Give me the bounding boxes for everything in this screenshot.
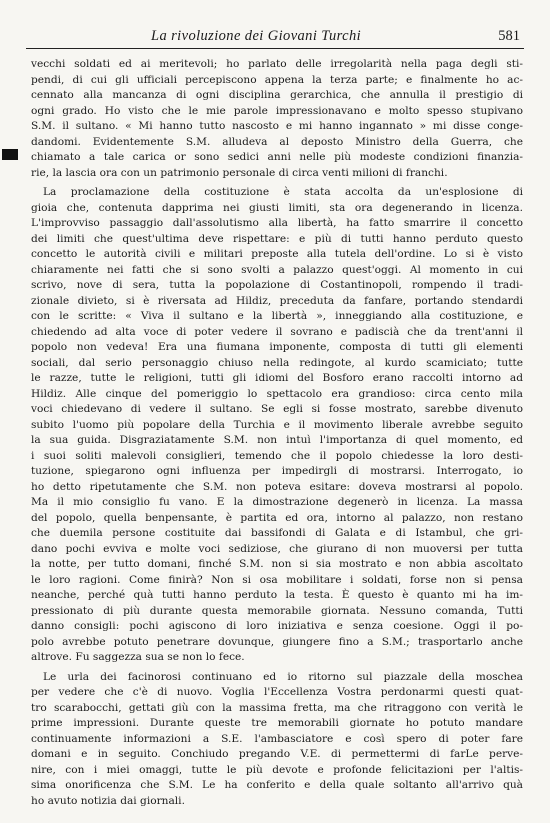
- text-line: chiedendo ad alta voce di poter vedere il sovrano e padiscià che da trent'anni il: [31, 325, 523, 338]
- text-line: danno consigli: pochi agiscono di loro iniziativa e senza coesione. Oggi il po-: [31, 620, 523, 632]
- text-line: del popolo, quella benpensante, è partita ed ora, intorno al palazzo, non restano: [31, 511, 523, 524]
- text-line: gioia che, contenuta dapprima nei giusti limiti, sta ora degenerando in licenza.: [31, 201, 523, 214]
- text-line: Hildiz. Alle cinque del pomeriggio lo spettacolo era grandioso: circa cento mila: [31, 387, 523, 400]
- text-line: che duemila persone costituite dai bassifondi di Galata e di Istambul, che gri-: [31, 527, 523, 539]
- text-line: domani e in seguito. Conchiudo pregando V.E. di permettermi di farLe perve-: [31, 748, 523, 760]
- paragraph: [31, 185, 523, 666]
- text-line: L'improvviso passaggio dall'assolutismo alla libertà, ha fatto smarrire il concetto: [31, 217, 523, 229]
- text-line: vecchi soldati ed ai meritevoli; ho parlato delle irregolarità nella paga degli sti-: [31, 58, 523, 70]
- text-line: sima onorificenza che S.M. Le ha conferito e della quale soltanto all'arrivo quà: [31, 779, 523, 791]
- text-line: Le urla dei facinorosi continuano ed io ritorno sul piazzale della moschea: [43, 670, 523, 683]
- text-line: la notte, per tutto domani, finché S.M. non si sia mostrato e non abbia ascoltato: [31, 558, 523, 570]
- text-line: Ma il mio consiglio fu vano. E la dimostrazione degenerò in licenza. La massa: [31, 496, 523, 508]
- text-line: subito l'uomo più popolare della Turchia e il movimento liberale avrebbe seguito: [31, 418, 523, 431]
- text-line: ho detto ripetutamente che S.M. non poteva esitare: doveva mostrarsi al popolo.: [31, 480, 523, 493]
- paragraph: [31, 57, 523, 181]
- text-line: pressionato di più durante questa memorabile giornata. Nessuno comanda, Tutti: [31, 604, 523, 617]
- text-line: chiaramente nei fatti che si sono svolti a palazzo quest'oggi. Al momento in cui: [31, 263, 523, 276]
- text-line: dei limiti che quest'ultima deve rispettare: e più di tutti hanno perduto questo: [31, 232, 523, 245]
- text-line: per vedere che c'è di nuovo. Voglia l'Eccellenza Vostra perdonarmi questi quat-: [31, 686, 523, 698]
- text-line: rie, la lascia ora con un patrimonio personale di circa venti milioni di franchi.: [31, 166, 448, 179]
- margin-mark: [2, 149, 18, 160]
- text-line: concetto le autorità civili e militari preposte alla tutela dell'ordine. Lo si è visto: [31, 248, 523, 260]
- text-line: altrove. Fu saggezza sua se non lo fece.: [31, 651, 245, 663]
- text-line: continuamente informazioni a S.E. l'ambasciatore e così spero di poter fare: [31, 732, 523, 745]
- page-number: 581: [498, 28, 520, 44]
- text-line: cennato alla mancanza di ogni disciplina gerarchica, che annulla il prestigio di: [31, 89, 523, 101]
- text-line: i suoi soliti malevoli consiglieri, temendo che il popolo chiedesse la loro desti-: [31, 449, 523, 462]
- text-line: le loro ragioni. Come finirà? Non si osa mobilitare i soldati, forse non si pensa: [31, 573, 523, 586]
- text-line: voci chiedevano di vedere il sultano. Se egli si fosse mostrato, sarebbe divenuto: [31, 403, 523, 415]
- text-line: chiamato a tale carica or sono sedici anni nelle più modeste condizioni finanzia-: [31, 151, 523, 163]
- text-line: popolo non vedeva! Era una fiumana imponente, composta di tutti gli elementi: [31, 341, 523, 353]
- text-line: ho avuto notizia dai giornali.: [31, 794, 185, 807]
- paragraph: [31, 670, 523, 810]
- text-line: neanche, perché quà tutti hanno perduto la testa. È questo è quanto mi ha im-: [31, 589, 523, 601]
- body-text: [31, 57, 523, 809]
- text-line: prime impressioni. Durante queste tre memorabili giornate ho potuto mandare: [31, 717, 523, 729]
- text-line: tuzione, spiegarono ogni influenza per impedirgli di mostrarsi. Interrogato, io: [31, 465, 523, 477]
- text-line: scrivo, nove di sera, tutta la popolazione di Costantinopoli, rompendo il tradi-: [31, 279, 523, 291]
- text-line: dano pochi evviva e molte voci sediziose, che giurano di non muoversi per tutta: [31, 542, 523, 555]
- text-line: S.M. il sultano. « Mi hanno tutto nascosto e mi hanno ingannato » mi disse conge-: [31, 120, 523, 132]
- text-line: con le scritte: « Viva il sultano e la libertà », inneggiando alla costituzione, e: [31, 310, 523, 322]
- text-line: La proclamazione della costituzione è stata accolta da un'esplosione di: [43, 186, 523, 198]
- page-header: [26, 26, 524, 49]
- text-line: pendi, di cui gli ufficiali percepiscono appena la terza parte; e finalmente ho ac-: [31, 73, 523, 86]
- text-line: dandomi. Evidentemente S.M. alludeva al deposto Ministro della Guerra, che: [31, 135, 523, 148]
- text-line: polo avrebbe potuto penetrare dovunque, giungere fino a S.M.; trasportarlo anche: [31, 635, 523, 648]
- text-line: la sua guida. Disgraziatamente S.M. non intuì l'importanza di quel momento, ed: [31, 434, 523, 446]
- text-line: sociali, dal serio personaggio chiuso nella redingote, al kurdo scamiciato; tutte: [31, 356, 523, 369]
- text-line: le razze, tutte le religioni, tutti gli idiomi del Bosforo erano raccolti intorno ad: [31, 372, 523, 384]
- text-line: zionale divieto, si è riversata ad Hildiz, preceduta da fanfare, portando stendardi: [31, 294, 523, 307]
- running-title: La rivoluzione dei Giovani Turchi: [151, 28, 362, 44]
- text-line: ogni grado. Ho visto che le mie parole impressionavano e molto spesso stupivano: [31, 104, 523, 117]
- text-line: nire, con i miei omaggi, tutte le più devote e profonde felicitazioni per l'altis-: [31, 763, 523, 776]
- text-line: tro scarabocchi, gettati giù con la massima fretta, ma che ritraggono con verità le: [31, 701, 523, 714]
